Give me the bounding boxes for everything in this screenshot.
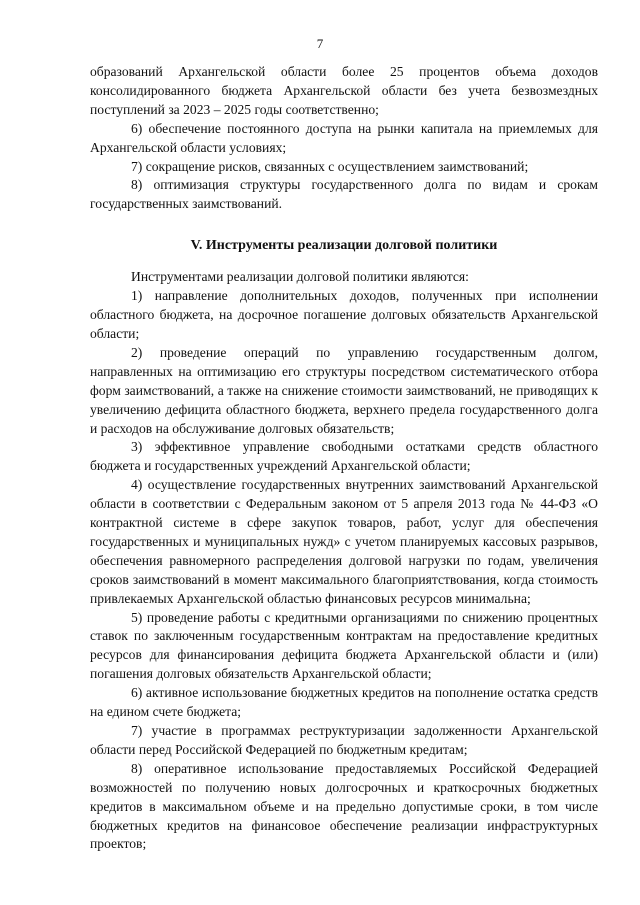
instrument-item-8: 8) оперативное использование предоставляемых Российской Федерацией возможностей по получению новых долгосрочных и краткосрочных бюджетных кредитов в максимальном объеме и на предельно допустимые сроки, в том числе бюджетных кредитов на финансовое обеспечение реализации инфраструктурных проектов; (90, 760, 598, 852)
document-body (90, 63, 598, 854)
paragraph-continuation: образований Архангельской области более 25 процентов объема доходов консолидированного бюджета Архангельской области без учета безвозмездных поступлений за 2023 – 2025 годы соответственно; (90, 64, 598, 117)
page-number: 7 (316, 36, 324, 51)
section-intro: Инструментами реализации долговой политики являются: (131, 269, 469, 285)
list-item-8: 8) оптимизация структуры государственного долга по видам и срокам государственных заимствований. (90, 177, 598, 212)
instrument-item-5: 5) проведение работы с кредитными организациями по снижению процентных ставок по заключенным государственным контрактам на предоставление кредитных ресурсов для финансирования дефицита бюджета Архангельской области и (или) погашения долговых обязательств Архангельской области; (90, 609, 598, 682)
instrument-item-7: 7) участие в программах реструктуризации задолженности Архангельской области перед Российской Федерацией по бюджетным кредитам; (90, 723, 598, 757)
instrument-item-1: 1) направление дополнительных доходов, полученных при исполнении областного бюджета, на досрочное погашение долговых обязательств Архангельской области; (90, 288, 598, 341)
section-heading: V. Инструменты реализации долговой политики (190, 238, 498, 254)
list-item-6: 6) обеспечение постоянного доступа на рынки капитала на приемлемых для Архангельской области условиях; (90, 120, 598, 155)
list-item-7: 7) сокращение рисков, связанных с осуществлением заимствований; (131, 158, 529, 174)
instrument-item-2: 2) проведение операций по управлению государственным долгом, направленных на оптимизацию его структуры посредством систематического отбора форм заимствований, а также на снижение стоимости заимствований, не приводящих к увеличению дефицита областного бюджета, верхнего предела государственного долга и расходов на обслуживание долговых обязательств; (90, 344, 598, 436)
instrument-item-6: 6) активное использование бюджетных кредитов на пополнение остатка средств на едином счете бюджета; (90, 685, 598, 720)
instrument-item-4: 4) осуществление государственных внутренних заимствований Архангельской области в соответствии с Федеральным законом от 5 апреля 2013 года № 44-ФЗ «О контрактной системе в сфере закупок товаров, работ, услуг для обеспечения государственных и муниципальных нужд» с учетом планируемых кассовых разрывов, обеспечения равномерного распределения долговой нагрузки по годам, увеличения сроков заимствований в момент максимального благоприятствования, когда стоимость привлекаемых Архангельской областью финансовых ресурсов минимальна; (90, 477, 598, 606)
instrument-item-3: 3) эффективное управление свободными остатками средств областного бюджета и государственных учреждений Архангельской области; (90, 439, 598, 474)
